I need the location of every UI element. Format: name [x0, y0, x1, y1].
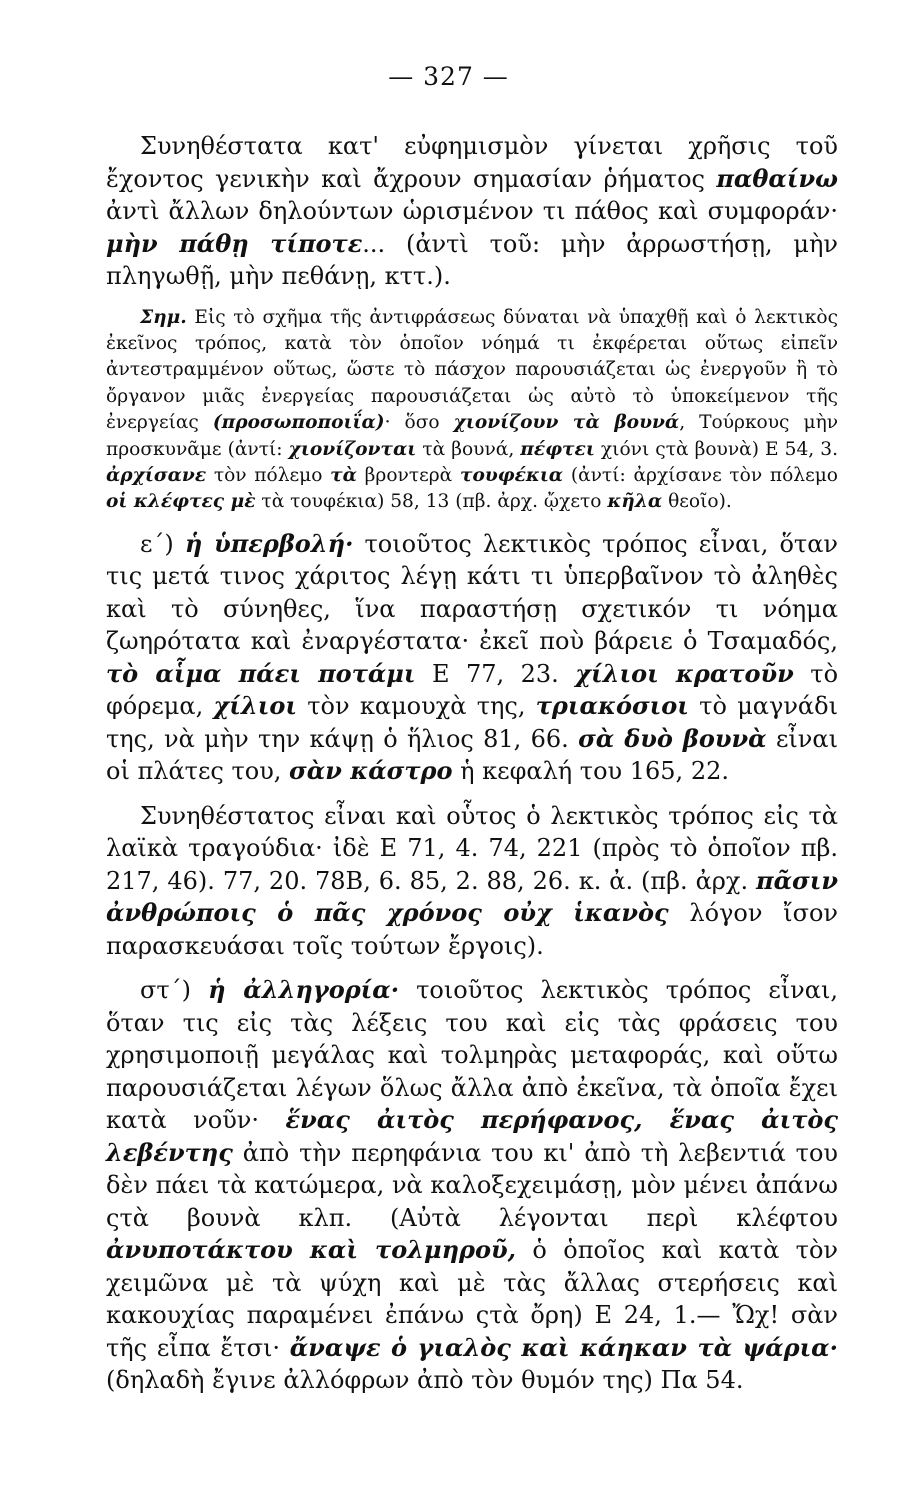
text-run: Ε 77, 23.	[415, 659, 576, 688]
text-run: τὸν καμουχὰ της,	[296, 692, 536, 721]
text-run: , Τούρκους μὴν προσκυνᾶμε (ἀντί:	[106, 412, 839, 460]
bold-phrase: (προσωποποιΐα)	[212, 412, 385, 434]
page-number: — 327 —	[388, 62, 509, 91]
paragraph-allegory	[106, 974, 838, 1397]
section-heading: ἡ ὑπερβολή·	[184, 528, 354, 558]
bold-phrase: παθαίνω	[716, 163, 838, 193]
bold-phrase: ἀρχίσανε	[106, 464, 207, 486]
text-run: · ὅσο	[384, 412, 454, 434]
text-run: τὸ μαγνάδι της, νὰ μὴν την κάψῃ ὁ ἥλιος 81, 66.	[106, 692, 838, 753]
bold-phrase: σὰ δυὸ βουνὰ	[578, 723, 767, 753]
bold-phrase: σὰν κάστρο	[289, 756, 453, 786]
section-heading: ἡ ἀλληγορία·	[208, 975, 400, 1005]
text-run: Συνηθέστατος εἶναι καὶ οὗτος ὁ λεκτικὸς τρόπος εἰς τὰ λαϊκὰ τραγούδια· ἰδὲ Ε 71, 4. 74, 221 (πρὸς τὸ ὁποῖον πβ. 217, 46). 77, 20. 78Β, 6. 85, 2. 88, 26. κ. ἀ. (πβ. ἀρχ.	[106, 801, 838, 895]
note-label: Σημ.	[140, 306, 187, 328]
text-run: (ἀντί: ἀρχίσανε τὸν πόλεμο	[563, 464, 838, 486]
bold-phrase: τὰ	[330, 464, 357, 486]
bold-phrase: πᾶσιν ἀνθρώποις ὁ πᾶς χρόνος οὐχ ἱκανὸς	[106, 865, 838, 928]
text-run: ἡ κεφαλή του 165, 22.	[452, 757, 729, 786]
bold-phrase: χιονίζουν τὰ βουνά	[453, 412, 680, 434]
text-run: τοιοῦτος λεκτικὸς τρόπος εἶναι, ὅταν τις μετά τινος χάριτος λέγῃ κάτι τι ὑπερβαῖνον τὸ ἀληθὲς καὶ τὸ σύνηθες, ἵνα παραστήσῃ σχετικόν τι νόημα ζωηρότατα καὶ ἐναργέστατα· ἐκεῖ ποὺ βάρειε ὁ Τσαμαδός,	[106, 529, 838, 656]
text-run: Συνηθέστατα κατ' εὐφημισμὸν γίνεται χρῆσις τοῦ ἔχοντος γενικὴν καὶ ἄχρουν σημασίαν ῥήματος	[106, 132, 838, 193]
bold-phrase: οἱ κλέφτες μὲ	[106, 491, 256, 513]
body-text	[106, 130, 838, 1397]
text-run: ἀπὸ τὴν περηφάνια του κι' ἀπὸ τὴ λεβεντιά του δὲν πάει τὰ κατώμερα, νὰ καλοξεχειμάσῃ, μὸν μένει ἀπάνω ςτὰ βουνὰ κλπ. (Αὐτὰ λέγονται περὶ κλέφτου	[106, 1138, 838, 1232]
text-run: χιόνι ςτὰ βουνὰ) Ε 54, 3.	[594, 438, 838, 460]
bold-phrase: κῆλα	[607, 491, 663, 513]
text-run: βροντερὰ	[356, 464, 460, 486]
text-run: ἀντὶ ἄλλων δηλούντων ὡρισμένον τι πάθος καὶ συμφοράν·	[106, 197, 838, 225]
bold-phrase: χίλιοι κρατοῦν	[575, 658, 794, 688]
text-run: λόγον ἴσον παρασκευάσαι τοῖς τούτων ἔργοις).	[106, 899, 838, 960]
section-marker: ε΄)	[140, 529, 185, 558]
text-run: τὰ βουνά,	[416, 438, 521, 460]
text-run: θεοῖο).	[662, 491, 732, 513]
bold-phrase: μὴν πάθῃ τίποτε	[106, 228, 363, 258]
bold-phrase: ἀνυποτάκτου καὶ τολμηροῦ,	[106, 1235, 517, 1265]
bold-phrase: χίλιοι	[213, 691, 297, 721]
text-run: ὁ ὁποῖος καὶ κατὰ τὸν χειμῶνα μὲ τὰ ψύχη καὶ μὲ τὰς ἄλλας στερήσεις καὶ κακουχίας παραμένει ἐπάνω ςτὰ ὄρη) Ε 24, 1.— Ὤχ! σὰν τῆς εἶπα ἔτσι·	[106, 1236, 838, 1362]
paragraph-euphemism	[106, 130, 838, 293]
section-marker: στ΄)	[140, 976, 209, 1005]
bold-phrase: πέφτει	[520, 438, 595, 460]
paragraph-frequency	[106, 800, 838, 963]
bold-phrase: χιονίζονται	[288, 438, 417, 460]
text-run: Εἰς τὸ σχῆμα τῆς ἀντιφράσεως δύναται νὰ ὑπαχθῇ καὶ ὁ λεκτικὸς ἐκεῖνος τρόπος, κατὰ τὸν ὁποῖον νόημά τι ἐκφέρεται οὕτως εἰπεῖν ἀντεστραμμένον οὕτως, ὥστε τὸ πάσχον παρουσιάζεται ὡς ἐνεργοῦν ἢ τὸ ὄργανον μιᾶς ἐνεργείας παρουσιάζεται ὡς αὐτὸ τὸ ὑποκείμενον τῆς ἐνεργείας	[106, 306, 838, 434]
paragraph-hyperbole	[106, 528, 838, 788]
note-paragraph	[106, 305, 838, 516]
text-run: (δηλαδὴ ἔγινε ἀλλόφρων ἀπὸ τὸν θυμόν της) Πα 54.	[106, 1366, 744, 1395]
text-run: τὸ φόρεμα,	[106, 659, 839, 721]
bold-phrase: ἕνας ἀιτὸς περήφανος, ἕνας ἀιτὸς λεβέντης	[106, 1105, 839, 1167]
text-run: τοιοῦτος λεκτικὸς τρόπος εἶναι, ὅταν τις εἰς τὰς λέξεις του καὶ εἰς τὰς φράσεις του χρησιμοποιῇ μεγάλας καὶ τολμηρὰς μεταφοράς, καὶ οὕτω παρουσιάζεται λέγων ὅλως ἄλλα ἀπὸ ἐκεῖνα, τὰ ὁποῖα ἔχει κατὰ νοῦν·	[106, 976, 838, 1135]
text-run: τὰ τουφέκια) 58, 13 (πβ. ἀρχ. ᾤχετο	[255, 491, 608, 513]
text-run: τὸν πόλεμο	[206, 464, 331, 486]
text-run: ... (ἀντὶ τοῦ: μὴν ἀρρωστήσῃ, μὴν πληγωθῇ, μὴν πεθάνῃ, κττ.).	[106, 229, 838, 290]
bold-phrase: τὸ αἷμα πάει ποτάμι	[106, 658, 416, 688]
bold-phrase: ἄναψε ὁ γιαλὸς καὶ κάηκαν τὰ ψάρια·	[289, 1332, 839, 1362]
bold-phrase: τουφέκια	[459, 464, 564, 486]
text-run: εἶναι οἱ πλάτες του,	[106, 724, 838, 786]
bold-phrase: τριακόσιοι	[535, 691, 689, 721]
